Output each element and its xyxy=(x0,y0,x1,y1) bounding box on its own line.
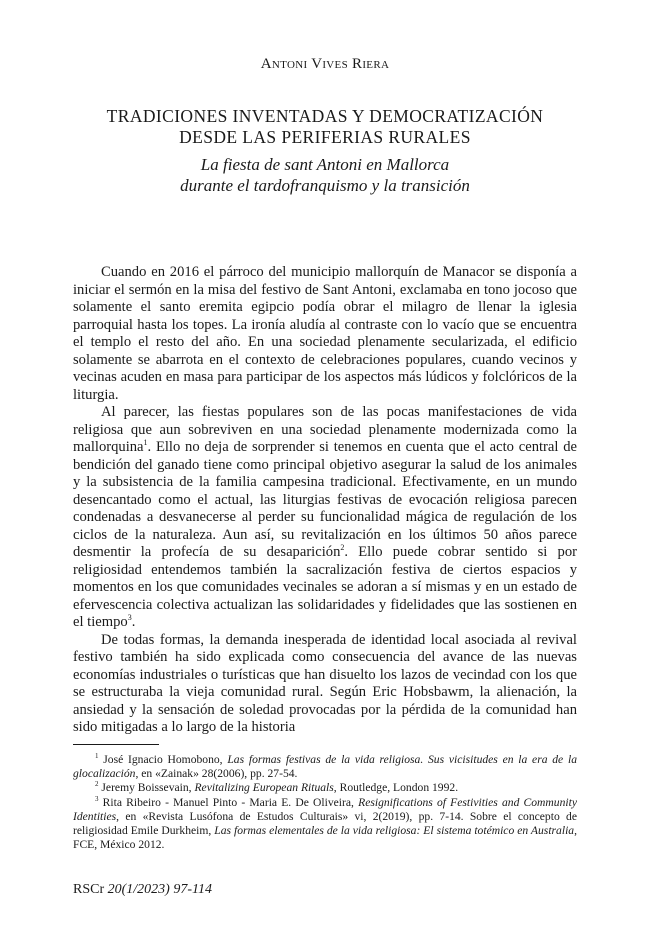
footnote-title: Las formas elementales de la vida religiosa: El sistema totémico en Australia xyxy=(214,824,575,838)
footnote xyxy=(73,796,577,853)
footnote-ref: 3 xyxy=(127,613,132,623)
footnote-text: José Ignacio Homobono, xyxy=(103,753,228,766)
text-run: . Ello puede cobrar sentido si por religiosidad entendemos también la sacralización festiva de ciertos espacios y momentos en los que comunidades vecinales se adoran a sí mismas y en un estado de efervescencia colectiva actualizan las solidaridades y fidelidades que las sostienen en el tiempo xyxy=(73,544,577,630)
paragraph: Cuando en 2016 el párroco del municipio mallorquín de Manacor se disponía a iniciar el sermón en la misa del festivo de Sant Antoni, exclamaba en tono jocoso que solamente el santo eremita egipcio podía obrar el milagro de llenar la iglesia parroquial hasta los topes. La ironía aludía al contraste con lo vacío que se encuentra el templo el resto del año. En una sociedad plenamente secularizada, el edificio solamente se abarrota en el contexto de celebraciones populares, cuando vecinos y vecinas acuden en masa para participar de los aspectos más lúdicos y folclóricos de la liturgia. xyxy=(73,264,577,403)
page-footer xyxy=(73,882,212,898)
paragraph xyxy=(73,404,577,632)
paragraph: De todas formas, la demanda inesperada de identidad local asociada al revival festivo también ha sido explicada como consecuencia del avance de las nuevas economías industriales o turísticas que han disuelto los lazos de vecindad con los que se estructuraba la vieja comunidad rural. Según Eric Hobsbawm, la alienación, la ansiedad y la sensación de soledad provocadas por la pérdida de la comunidad han sido mitigadas a lo largo de la historia xyxy=(73,631,577,735)
text-run: . xyxy=(131,614,136,630)
footnote-number: 2 xyxy=(95,780,99,789)
footnote-ref: 2 xyxy=(340,543,345,553)
footnote-number: 1 xyxy=(95,752,99,761)
footnote xyxy=(73,753,577,781)
footnote xyxy=(73,781,577,795)
footnote-title: Las formas festivas de la vida religiosa. Sus vicisitudes en la era de la glocalización xyxy=(73,753,577,781)
article-subtitle xyxy=(0,154,650,196)
title-line: TRADICIONES INVENTADAS Y DEMOCRATIZACIÓN xyxy=(106,106,544,126)
author-name: Antoni Vives Riera xyxy=(260,56,390,72)
article-title xyxy=(0,106,650,148)
footnote-text: , en «Revista Lusófona de Estudos Culturais» vi, 2(2019), pp. 7-14. Sobre el concepto de religiosidad Emile Durkheim, xyxy=(73,809,577,838)
footnote-text: , Routledge, London 1992. xyxy=(333,781,459,795)
footnote-text: , FCE, México 2012. xyxy=(73,824,577,852)
footnote-text: Jeremy Boissevain, xyxy=(101,781,195,795)
footnote-text: Rita Ribeiro - Manuel Pinto - Maria E. De Oliveira, xyxy=(102,795,359,809)
journal-reference: 20(1/2023) 97-114 xyxy=(107,882,212,897)
text-run: Al parecer, las fiestas populares son de las pocas manifestaciones de vida religiosa que aun sobreviven en una sociedad plenamente modernizada como la mallorquina xyxy=(73,404,577,455)
journal-name: RSCr xyxy=(73,882,105,897)
footnotes xyxy=(73,753,577,852)
text-run: . Ello no deja de sorprender si tenemos en cuenta que el acto central de bendición del ganado tiene como principal objetivo asegurar la salud de los animales y la subsistencia de la familia campesina tradicional. Efectivamente, en un mundo desencantado como el actual, las liturgias festivas de evocación religiosa parecen condenadas a desvanecerse al perder su funcionalidad mágica de regulación de los ciclos de la naturaleza. Aun así, su revitalización en los últimos 50 años parece desmentir la profecía de su desaparición xyxy=(73,439,577,560)
footnote-ref: 1 xyxy=(143,438,148,448)
footnote-title: Resignifications of Festivities and Community Identities xyxy=(73,795,577,823)
title-line: DESDE LAS PERIFERIAS RURALES xyxy=(179,127,471,147)
footnote-divider xyxy=(73,744,159,745)
footnote-title: Revitalizing European Rituals xyxy=(194,781,334,795)
footnote-number: 3 xyxy=(95,794,99,803)
footnote-text: , en «Zainak» 28(2006), pp. 27-54. xyxy=(135,767,298,781)
body-text xyxy=(73,264,577,737)
subtitle-line: La fiesta de sant Antoni en Mallorca xyxy=(200,155,450,174)
subtitle-line: durante el tardofranquismo y la transición xyxy=(180,176,470,195)
